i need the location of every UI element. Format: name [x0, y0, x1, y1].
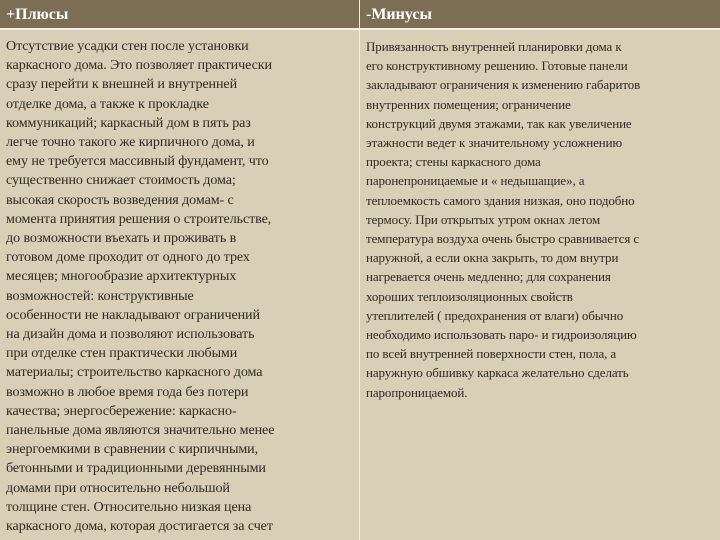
cons-text-line: термосу. При открытых утром окнах летом: [366, 211, 601, 227]
cons-text-line: этажности ведет к значительному усложнению: [366, 135, 623, 151]
pros-column: [0, 0, 359, 540]
pros-text-line: домами при относительно небольшой: [6, 479, 230, 496]
cons-text-line: Привязанность внутренней планировки дома к: [366, 39, 622, 54]
cons-text: [360, 30, 718, 402]
pros-text-line: существенно снижает стоимость дома;: [6, 172, 236, 189]
cons-text-line: закладывают ограничения к изменению габаритов: [366, 77, 641, 93]
cons-text-line: его конструктивному решению. Готовые панели: [366, 58, 628, 74]
pros-text-line: возможно в любое время года без потери: [6, 383, 249, 400]
pros-text-line: легче точно такого же кирпичного дома, и: [6, 134, 255, 151]
pros-text-line: Отсутствие усадки стен после установки: [6, 38, 249, 54]
pros-text-line: бетонными и традиционными деревянными: [6, 460, 266, 477]
pros-text-line: особенности не накладывают ограничений: [6, 306, 260, 323]
pros-header: +Плюсы: [0, 0, 359, 30]
cons-text-line: внутренних помещения; ограничение: [366, 96, 571, 112]
pros-text-line: коммуникаций; каркасный дом в пять раз: [6, 114, 251, 131]
pros-text-line: панельные дома являются значительно менее: [6, 422, 275, 439]
pros-text-line: момента принятия решения о строительстве,: [6, 210, 272, 227]
pros-text-line: отделке дома, а также к прокладке: [6, 95, 209, 112]
pros-text-line: до возможности въехать и проживать в: [6, 230, 237, 247]
pros-text-line: месяцев; многообразие архитектурных: [6, 268, 237, 285]
cons-text-line: наружную обшивку каркаса желательно сделать: [366, 365, 629, 381]
pros-text-line: на дизайн дома и позволяют использовать: [6, 326, 255, 343]
cons-header: -Минусы: [360, 0, 720, 30]
cons-text-line: утеплителей ( предохранения от влаги) обычно: [366, 307, 624, 323]
cons-text-line: нагревается очень медленно; для сохранения: [366, 269, 611, 285]
pros-text-line: энергоемкими в сравнении с кирпичными,: [6, 441, 259, 458]
cons-text-line: теплоемкость самого здания низкая, оно подобно: [366, 192, 635, 208]
pros-text-line: ему не требуется массивный фундамент, что: [6, 153, 269, 170]
pros-text-line: при отделке стен практически любыми: [6, 345, 238, 362]
cons-text-line: наружной, а если окна закрыть, то дом внутри: [366, 250, 619, 266]
cons-text-line: температура воздуха очень быстро сравнивается с: [366, 231, 640, 247]
pros-text-line: качества; энергосбережение: каркасно-: [6, 402, 237, 419]
cons-text-line: необходимо использовать паро- и гидроизоляцию: [366, 327, 637, 343]
pros-text-line: каркасного дома. Это позволяет практически: [6, 57, 272, 74]
pros-text-line: возможностей: конструктивные: [6, 287, 194, 304]
cons-text-line: хороших теплоизоляционных свойств: [366, 288, 573, 304]
pros-text-line: материалы; строительство каркасного дома: [6, 364, 263, 381]
cons-column: [360, 0, 720, 540]
pros-text-line: готовом доме проходит от одного до трех: [6, 249, 250, 266]
pros-text-line: сразу перейти к внешней и внутренней: [6, 76, 238, 93]
pros-text-line: высокая скорость возведения домам- с: [6, 191, 234, 208]
cons-text-line: проекта; стены каркасного дома: [366, 154, 541, 170]
pros-text: [0, 30, 359, 536]
cons-text-line: конструкций двумя этажами, так как увеличение: [366, 115, 632, 131]
pros-text-line: толщине стен. Относительно низкая цена: [6, 498, 252, 515]
cons-text-line: по всей внутренней поверхности стен, пола, а: [366, 346, 617, 362]
cons-text-line: паронепроницаемые и « недышащие», а: [366, 173, 585, 189]
pros-text-line: каркасного дома, которая достигается за счет: [6, 518, 273, 535]
cons-text-line: паропроницаемой.: [366, 384, 468, 400]
